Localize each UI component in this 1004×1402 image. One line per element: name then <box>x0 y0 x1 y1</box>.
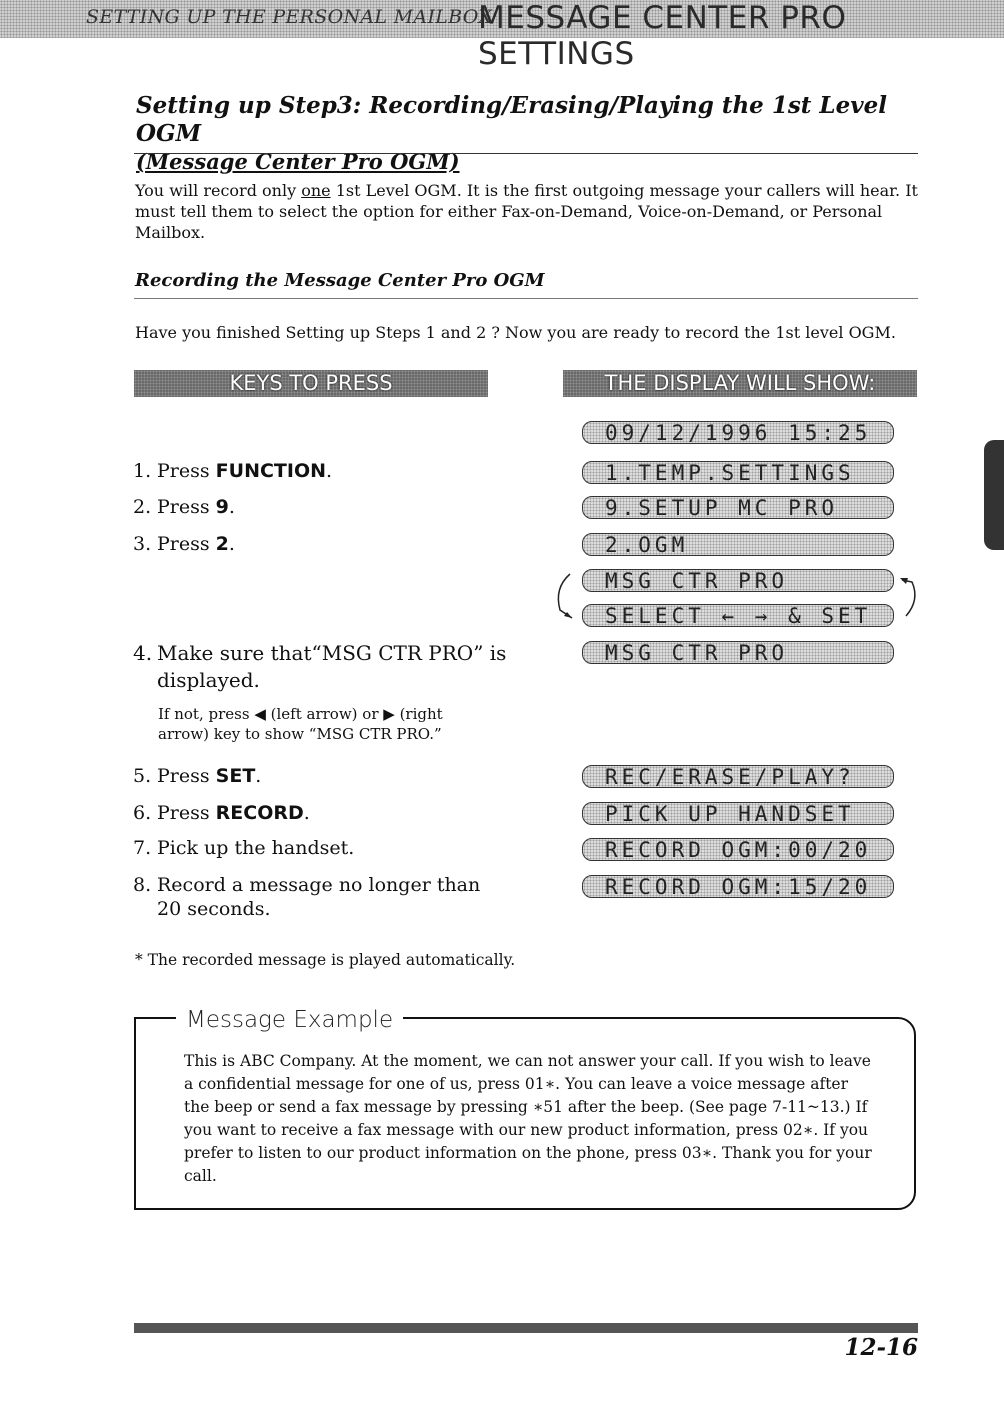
lcd-display-ogm: 2.OGM <box>582 533 894 556</box>
cycle-arrow-left-icon <box>550 566 582 626</box>
step-4: 4. Make sure that“MSG CTR PRO” is displayed. <box>133 641 507 692</box>
lcd-display-msg-ctr-pro: MSG CTR PRO <box>582 569 894 592</box>
footer-bar <box>134 1323 918 1333</box>
section-title-line2: (Message Center Pro OGM) <box>136 149 460 174</box>
right-arrow-icon: ▶ <box>383 705 395 723</box>
subheading-rule <box>134 298 918 299</box>
header-chapter-title: MESSAGE CENTER PRO SETTINGS <box>478 0 847 72</box>
cycle-arrow-right-icon <box>896 566 928 626</box>
message-example-title: Message Example <box>176 1007 403 1033</box>
intro-emphasis: one <box>301 181 331 200</box>
step-7: 7. Pick up the handset. <box>133 837 355 859</box>
step-8: 8. Record a message no longer than 20 seconds. <box>133 874 481 920</box>
lcd-display-record-start: RECORD OGM:00/20 <box>582 838 894 861</box>
chapter-side-tab <box>984 440 1004 550</box>
step-5: 5. Press SET. <box>133 765 262 787</box>
section-title-line1: Setting up Step3: Recording/Erasing/Playing the 1st Level OGM <box>136 92 887 147</box>
step-3: 3. Press 2. <box>133 533 235 555</box>
display-will-show-header: THE DISPLAY WILL SHOW: <box>563 370 917 397</box>
step-4-note: If not, press ◀ (left arrow) or ▶ (right arrow) key to show “MSG CTR PRO.” <box>158 705 443 743</box>
step-1: 1. Press FUNCTION. <box>133 460 333 482</box>
lcd-display-temp-settings: 1.TEMP.SETTINGS <box>582 461 894 484</box>
subheading: Recording the Message Center Pro OGM <box>135 270 545 291</box>
lead-paragraph: Have you finished Setting up Steps 1 and 2 ? Now you are ready to record the 1st level OGM. <box>135 323 896 342</box>
section-title <box>136 92 936 176</box>
lcd-display-select: SELECT ← → & SET <box>582 604 894 627</box>
lcd-display-record-progress: RECORD OGM:15/20 <box>582 875 894 898</box>
lcd-display-datetime: 09/12/1996 15:25 <box>582 421 894 444</box>
title-rule <box>134 153 918 154</box>
keys-to-press-header: KEYS TO PRESS <box>134 370 488 397</box>
lcd-display-pick-up-handset: PICK UP HANDSET <box>582 802 894 825</box>
header-section-label: SETTING UP THE PERSONAL MAILBOX <box>86 6 493 28</box>
message-example-text: This is ABC Company. At the moment, we can not answer your call. If you wish to leave a confidential message for one of us, press 01∗. You can leave a voice message after the beep or send a fax message by pressing ∗51 after the beep. (See page 7-11~13.) If you want to receive a fax message with our new product information, press 02∗. If you prefer to listen to our product information on the phone, press 03∗. Thank you for your call. <box>184 1052 872 1185</box>
step-2: 2. Press 9. <box>133 496 235 518</box>
page-number: 12-16 <box>844 1334 918 1361</box>
footnote: * The recorded message is played automatically. <box>135 951 516 969</box>
lcd-display-msg-ctr-pro-confirm: MSG CTR PRO <box>582 641 894 664</box>
left-arrow-icon: ◀ <box>254 705 266 723</box>
lcd-display-rec-erase-play: REC/ERASE/PLAY? <box>582 765 894 788</box>
intro-paragraph: You will record only one 1st Level OGM. It is the first outgoing message your callers will hear. It must tell them to select the option for either Fax-on-Demand, Voice-on-Demand, or Personal Mailbox. <box>135 181 918 242</box>
step-6: 6. Press RECORD. <box>133 802 310 824</box>
lcd-display-setup-mc-pro: 9.SETUP MC PRO <box>582 496 894 519</box>
